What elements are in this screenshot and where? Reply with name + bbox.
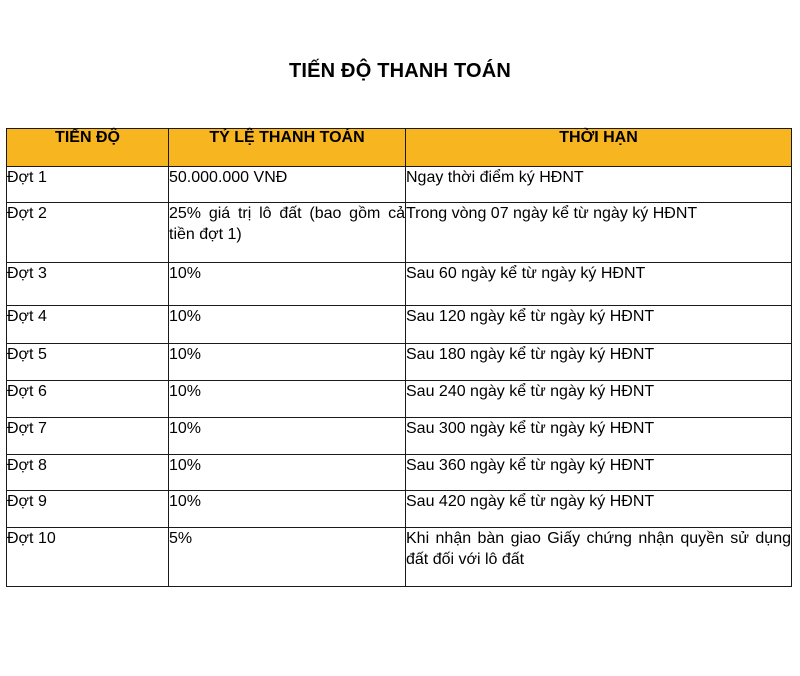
cell-installment: Đợt 4 [7,306,169,344]
cell-deadline: Sau 240 ngày kể từ ngày ký HĐNT [406,381,792,418]
table-row [7,528,792,587]
table-row [7,418,792,455]
cell-installment: Đợt 9 [7,491,169,528]
cell-installment: Đợt 3 [7,263,169,306]
table-row [7,344,792,381]
cell-deadline: Ngay thời điểm ký HĐNT [406,167,792,203]
cell-installment: Đợt 2 [7,203,169,263]
table-row [7,491,792,528]
column-header-payment-rate: TỶ LỆ THANH TOÁN [169,129,406,167]
table-row [7,263,792,306]
cell-payment-rate: 25% giá trị lô đất (bao gồm cả tiền đợt 1) [169,203,406,263]
cell-deadline: Sau 420 ngày kể từ ngày ký HĐNT [406,491,792,528]
cell-payment-rate: 10% [169,455,406,491]
cell-installment: Đợt 5 [7,344,169,381]
cell-installment: Đợt 1 [7,167,169,203]
column-header-progress: TIẾN ĐỘ [7,129,169,167]
table-header-row [7,129,792,167]
cell-payment-rate: 50.000.000 VNĐ [169,167,406,203]
cell-deadline: Sau 300 ngày kể từ ngày ký HĐNT [406,418,792,455]
table-row [7,203,792,263]
cell-payment-rate: 10% [169,491,406,528]
cell-deadline: Khi nhận bàn giao Giấy chứng nhận quyền sử dụng đất đối với lô đất [406,528,792,587]
cell-deadline: Sau 120 ngày kể từ ngày ký HĐNT [406,306,792,344]
cell-deadline: Sau 60 ngày kể từ ngày ký HĐNT [406,263,792,306]
cell-payment-rate: 10% [169,418,406,455]
cell-deadline: Sau 360 ngày kể từ ngày ký HĐNT [406,455,792,491]
cell-installment: Đợt 7 [7,418,169,455]
page-title: TIẾN ĐỘ THANH TOÁN [288,60,512,82]
table-row [7,381,792,418]
cell-payment-rate: 10% [169,344,406,381]
cell-payment-rate: 10% [169,306,406,344]
table-row [7,306,792,344]
cell-payment-rate: 5% [169,528,406,587]
table-row [7,455,792,491]
cell-installment: Đợt 8 [7,455,169,491]
cell-installment: Đợt 6 [7,381,169,418]
column-header-deadline: THỜI HẠN [406,129,792,167]
cell-deadline: Sau 180 ngày kể từ ngày ký HĐNT [406,344,792,381]
cell-payment-rate: 10% [169,263,406,306]
cell-deadline: Trong vòng 07 ngày kể từ ngày ký HĐNT [406,203,792,263]
payment-schedule-table [6,128,792,587]
cell-installment: Đợt 10 [7,528,169,587]
cell-payment-rate: 10% [169,381,406,418]
table-row [7,167,792,203]
